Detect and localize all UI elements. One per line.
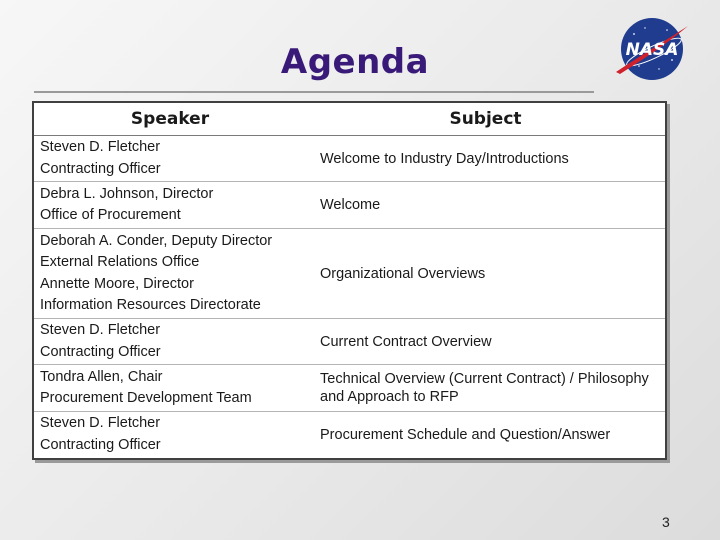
speaker-line: Annette Moore, Director bbox=[40, 275, 194, 292]
subject-cell: Procurement Schedule and Question/Answer bbox=[306, 412, 666, 459]
subject-cell: Organizational Overviews bbox=[306, 229, 666, 319]
page-number: 3 bbox=[662, 514, 670, 530]
table-row bbox=[33, 412, 666, 459]
nasa-logo-icon bbox=[612, 14, 692, 84]
subject-cell: Current Contract Overview bbox=[306, 319, 666, 365]
speaker-cell bbox=[33, 319, 306, 365]
speaker-line: Tondra Allen, Chair bbox=[40, 368, 163, 385]
speaker-column-header: Speaker bbox=[33, 102, 306, 136]
speaker-line: Steven D. Fletcher bbox=[40, 322, 161, 338]
speaker-cell bbox=[33, 412, 306, 459]
speaker-line: Contracting Officer bbox=[40, 160, 161, 177]
speaker-line: External Relations Office bbox=[40, 254, 200, 270]
speaker-line: Steven D. Fletcher bbox=[40, 415, 161, 432]
table-header-row bbox=[33, 102, 666, 136]
table-row bbox=[33, 365, 666, 412]
table-row bbox=[33, 182, 666, 229]
speaker-cell bbox=[33, 136, 306, 182]
speaker-line: Steven D. Fletcher bbox=[40, 139, 161, 155]
agenda-table bbox=[32, 101, 667, 460]
subject-cell: Welcome to Industry Day/Introductions bbox=[306, 136, 666, 182]
subject-cell: Technical Overview (Current Contract) / Philosophy and Approach to RFP bbox=[306, 365, 666, 412]
speaker-line: Office of Procurement bbox=[40, 207, 181, 223]
table-row bbox=[33, 136, 666, 182]
speaker-cell bbox=[33, 229, 306, 319]
subject-column-header: Subject bbox=[306, 102, 666, 136]
table-row bbox=[33, 319, 666, 365]
speaker-line: Information Resources Directorate bbox=[40, 297, 261, 313]
nasa-logo-text: NASA bbox=[625, 40, 679, 60]
subject-cell: Welcome bbox=[306, 182, 666, 229]
table-row bbox=[33, 229, 666, 319]
speaker-cell bbox=[33, 182, 306, 229]
speaker-line: Debra L. Johnson, Director bbox=[40, 185, 214, 202]
speaker-line: Contracting Officer bbox=[40, 343, 161, 360]
speaker-cell bbox=[33, 365, 306, 412]
title-rule bbox=[34, 91, 594, 93]
speaker-line: Deborah A. Conder, Deputy Director bbox=[40, 232, 273, 249]
slide-title: Agenda bbox=[280, 42, 430, 82]
speaker-line: Contracting Officer bbox=[40, 436, 161, 453]
speaker-line: Procurement Development Team bbox=[40, 390, 252, 406]
